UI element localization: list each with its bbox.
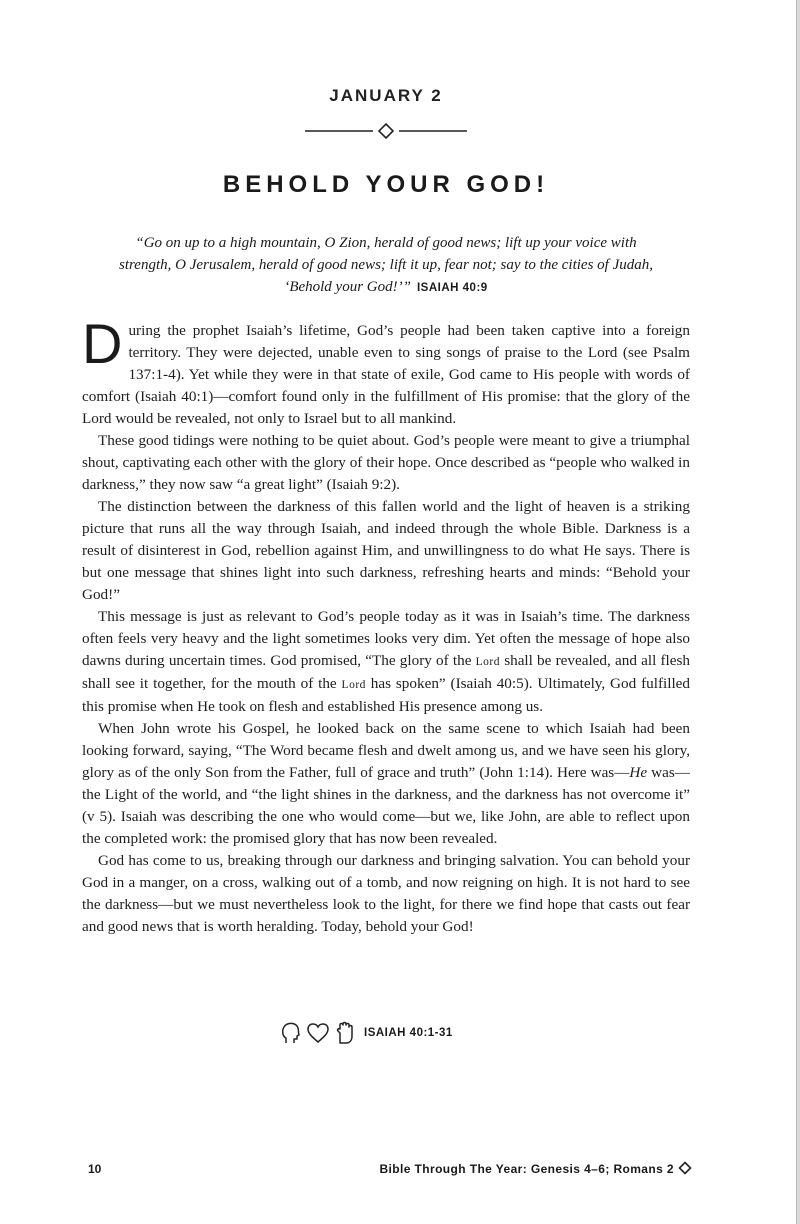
paragraph-text: When John wrote his Gospel, he looked back on the same scene to which Isaiah had been looking forward, saying, “The Word became flesh and dwelt among us, and we have seen his glory, glory as of the only Son from the Father, full of grace and truth” (John 1:14). Here was— (82, 720, 690, 781)
drop-cap: D (82, 312, 123, 375)
paragraph (82, 312, 690, 430)
paragraph: God has come to us, breaking through our darkness and bringing salvation. You can behold your God in a manger, on a cross, walking out of a tomb, and now reigning on high. It is not hard to see the darkness—but we must nevertheless look to the light, for there we find hope that casts out fear and good news that is worth heralding. Today, behold your God! (82, 852, 690, 935)
reading-reference: ISAIAH 40:1-31 (364, 1027, 453, 1039)
paragraph (82, 718, 690, 850)
running-footer: Bible Through The Year: Genesis 4–6; Romans 2 (379, 1162, 674, 1176)
entry-title: BEHOLD YOUR GOD! (222, 171, 550, 198)
ornament-divider (301, 120, 471, 142)
hand-icon (334, 1021, 356, 1045)
further-reading (280, 1020, 453, 1046)
head-icon (280, 1021, 302, 1045)
page-number: 10 (88, 1162, 102, 1176)
paragraph: These good tidings were nothing to be quiet about. God’s people were meant to give a triumphal shout, captivating each other with the glory of their hope. Once described as “people who walked in darkness,” they now saw “a great light” (Isaiah 9:2). (82, 432, 690, 493)
small-caps-lord: Lord (475, 656, 500, 668)
page-footer (88, 1159, 692, 1179)
paragraph (82, 606, 690, 718)
paragraph-text: has spoken” (Isaiah 40:5). Ultimately, God fulfilled this promise when He took on flesh and established His presence among us. (82, 675, 690, 715)
small-caps-lord: Lord (341, 679, 366, 691)
paragraph-text: was—the Light of the world, and “the light shines in the darkness, and the darkness has not overcome it” (v 5). Isaiah was describing the one who would come—but we, like John, are able to reflect upon the completed work: the promised glory that has now been revealed. (82, 764, 690, 847)
paragraph-text: uring the prophet Isaiah’s lifetime, God’s people had been taken captive into a foreign territory. They were dejected, unable even to sing songs of praise to the Lord (see Psalm 137:1-4). Yet while they were in that state of exile, God came to His people with words of comfort (Isaiah 40:1)—comfort found only in the fulfillment of His promise: that the glory of the Lord would be revealed, not only to Israel but to all mankind. (82, 322, 690, 427)
paragraph: The distinction between the darkness of this fallen world and the light of heaven is a striking picture that runs all the way through Isaiah, and indeed through the whole Bible. Darkness is a result of disinterest in God, rebellion against Him, and unwillingness to do what He says. There is but one message that shines light into such darkness, refreshing hearts and minds: “Behold your God!” (82, 498, 690, 603)
paragraph-text: This message is just as relevant to God’s people today as it was in Isaiah’s time. The darkness often feels very heavy and the light sometimes looks very dim. Yet often the message of hope also dawns during uncertain times. God promised, “The glory of the (82, 608, 690, 669)
emphasis: He (629, 764, 648, 781)
entry-date: JANUARY 2 (329, 86, 443, 105)
devotional-body (82, 312, 690, 938)
epigraph-text: “Go on up to a high mountain, O Zion, herald of good news; lift up your voice with strength, O Jerusalem, herald of good news; lift it up, fear not; say to the cities of Judah, ‘Behold your God!’” (119, 235, 653, 295)
paragraph-text: shall be revealed, and all flesh shall see it together, for the mouth of the (82, 652, 690, 692)
heart-icon (306, 1021, 330, 1045)
epigraph-reference: ISAIAH 40:9 (416, 282, 488, 294)
epigraph (112, 232, 660, 299)
diamond-icon (678, 1161, 692, 1175)
